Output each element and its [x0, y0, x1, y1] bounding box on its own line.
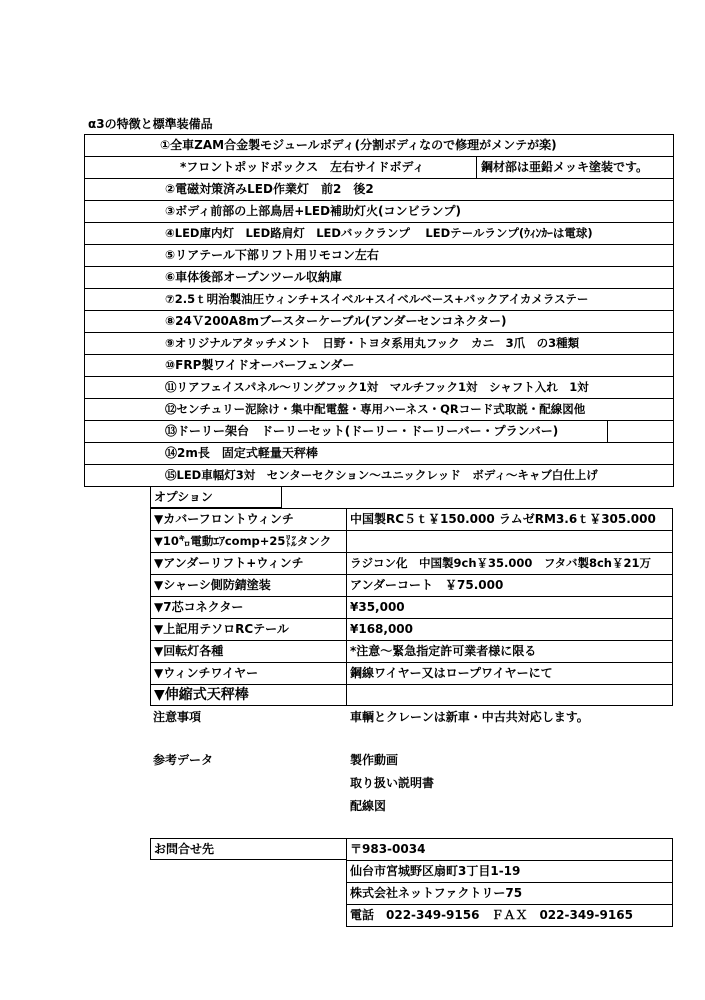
feature-item: ⑥車体後部オープンツール収納庫	[165, 270, 342, 284]
contact-phone-fax: 電話 022-349-9156 ＦＡＸ 022-349-9165	[350, 908, 633, 922]
reference-item: 取り扱い説明書	[350, 776, 435, 790]
option-name: ▼上記用テソロRCテール	[154, 622, 289, 636]
option-name: ▼シャーシ側防錆塗装	[154, 578, 271, 592]
page-title: α3の特徴と標準装備品	[88, 117, 213, 131]
option-name: ▼ウィンチワイヤー	[154, 666, 259, 680]
option-name: ▼カバーフロントウィンチ	[154, 512, 294, 526]
option-value: ¥35,000	[350, 600, 405, 614]
feature-item: ②電磁対策済みLED作業灯 前2 後2	[165, 182, 374, 196]
option-value: ¥168,000	[350, 622, 414, 636]
reference-item: 配線図	[350, 799, 387, 813]
feature-item: ①全車ZAM合金製モジュールボディ(分割ボディなので修理がメンテが楽)	[160, 138, 557, 152]
feature-item: ⑤リアテール下部リフト用リモコン左右	[165, 248, 379, 262]
option-value: *注意～緊急指定許可業者様に限る	[350, 644, 537, 658]
feature-item: ⑦2.5ｔ明治製油圧ウィンチ+スイベル+スイベルベース+バックアイカメラステー	[165, 292, 589, 306]
feature-item: ⑭2m長 固定式軽量天秤棒	[165, 446, 318, 460]
feature-note: 鋼材部は亜鉛メッキ塗装です。	[481, 160, 649, 174]
feature-item: ⑩FRP製ワイドオーバーフェンダー	[165, 358, 355, 372]
notes-value: 車輌とクレーンは新車・中古共対応します。	[350, 710, 589, 724]
reference-label: 参考データ	[153, 753, 214, 767]
feature-item: ⑬ドーリー架台 ドーリーセット(ドーリー・ドーリーバー・プランバー)	[165, 424, 559, 438]
feature-item: *フロントポッドボックス 左右サイドボディ	[180, 160, 425, 174]
option-name: ▼10㌔電動ｴｱcomp+25㍑タンク	[154, 534, 332, 548]
feature-item: ④LED庫内灯 LED路肩灯 LEDバックランプ LEDテールランプ(ｳｨﾝｶｰは電球)	[165, 226, 593, 240]
feature-item: ③ボディ前部の上部鳥居+LED補助灯火(コンビランプ)	[165, 204, 462, 218]
contact-company: 株式会社ネットファクトリー75	[350, 886, 523, 900]
feature-item: ⑧24Ｖ200A8mブースターケーブル(アンダーセンコネクター)	[165, 314, 507, 328]
feature-item: ⑨オリジナルアタッチメント 日野・トヨタ系用丸フック カニ 3爪 の3種類	[165, 336, 580, 350]
notes-label: 注意事項	[153, 710, 202, 724]
option-value: 中国製RC５ｔ￥150.000 ラムゼRM3.6ｔ￥305.000	[350, 512, 656, 526]
feature-item: ⑪リアフェイスパネル～リングフック1対 マルチフック1対 シャフト入れ 1対	[165, 380, 589, 394]
options-header: オプション	[154, 490, 213, 504]
reference-item: 製作動画	[350, 753, 399, 767]
contact-address: 仙台市宮城野区扇町3丁目1-19	[350, 864, 521, 878]
contact-label: お問合せ先	[154, 842, 215, 856]
option-name: ▼伸縮式天秤棒	[154, 687, 249, 703]
feature-item: ⑮LED車幅灯3対 センターセクション～ユニックレッド ボディ～キャブ白仕上げ	[165, 468, 598, 482]
option-value: ラジコン化 中国製9ch￥35.000 フタバ製8ch￥21万	[350, 556, 651, 570]
feature-item: ⑫センチュリー泥除け・集中配電盤・専用ハーネス・QRコード式取説・配線図他	[165, 402, 586, 416]
option-name: ▼回転灯各種	[154, 644, 224, 658]
option-value: 鋼線ワイヤー又はロープワイヤーにて	[350, 666, 553, 680]
option-name: ▼7芯コネクター	[154, 600, 244, 614]
contact-postal: 〒983-0034	[350, 842, 426, 856]
option-value: アンダーコート ￥75.000	[350, 578, 504, 592]
option-name: ▼アンダーリフト+ウィンチ	[154, 556, 304, 570]
